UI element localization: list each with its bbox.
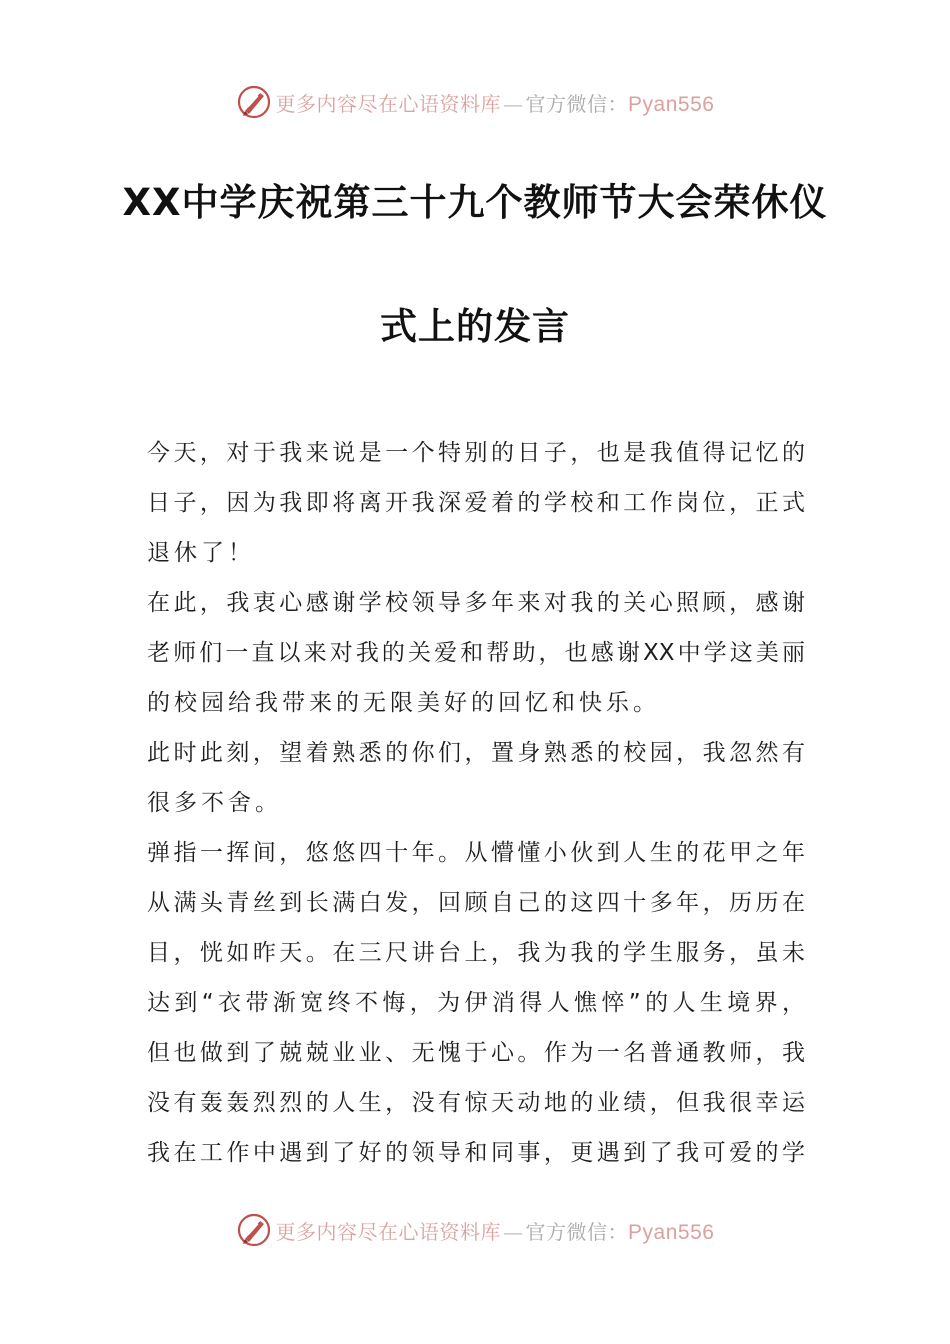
watermark-wechat-id: Pyan556 xyxy=(628,92,715,116)
watermark-dash: — xyxy=(503,1219,524,1244)
watermark-official-label: 官方微信： xyxy=(525,1219,629,1244)
watermark-source-text: 更多内容尽在心语资料库 xyxy=(275,1219,502,1244)
paragraph-2-line-3: 的校园给我带来的无限美好的回忆和快乐。 xyxy=(147,690,660,716)
paragraph-4-line-7: 我在工作中遇到了好的领导和同事，更遇到了我可爱的学 xyxy=(147,1140,805,1166)
footer-watermark xyxy=(0,1210,950,1250)
paragraph-1-line-3: 退休了！ xyxy=(147,540,255,566)
paragraph-2-line-2: 老师们一直以来对我的关爱和帮助，也感谢XX中学这美丽 xyxy=(147,640,805,666)
watermark-official-label: 官方微信： xyxy=(525,91,629,116)
watermark-source-text: 更多内容尽在心语资料库 xyxy=(275,91,502,116)
document-title-line-2: 式上的发言 xyxy=(380,305,570,348)
paragraph-3-line-1: 此时此刻，望着熟悉的你们，置身熟悉的校园，我忽然有 xyxy=(147,740,805,766)
document-body xyxy=(147,428,805,1178)
pen-logo-icon xyxy=(236,84,272,120)
paragraph-2-line-1: 在此，我衷心感谢学校领导多年来对我的关心照顾，感谢 xyxy=(147,590,805,616)
watermark-text xyxy=(276,88,715,117)
pen-logo-icon xyxy=(236,1212,272,1248)
paragraph-1-line-1: 今天，对于我来说是一个特别的日子，也是我值得记忆的 xyxy=(147,440,805,466)
watermark-dash: — xyxy=(503,91,524,116)
paragraph-4-line-3: 目，恍如昨天。在三尺讲台上，我为我的学生服务，虽未 xyxy=(147,940,805,966)
paragraph-1-line-2: 日子，因为我即将离开我深爱着的学校和工作岗位，正式 xyxy=(147,490,805,516)
paragraph-4-line-4: 达到“衣带渐宽终不悔，为伊消得人憔悴”的人生境界， xyxy=(147,990,805,1016)
paragraph-4-line-6: 没有轰轰烈烈的人生，没有惊天动地的业绩，但我很幸运 xyxy=(147,1090,805,1116)
paragraph-4-line-2: 从满头青丝到长满白发，回顾自己的这四十多年，历历在 xyxy=(147,890,805,916)
paragraph-3-line-2: 很多不舍。 xyxy=(147,790,282,816)
watermark-wechat-id: Pyan556 xyxy=(628,1220,715,1244)
document-title-line-1: XX中学庆祝第三十九个教师节大会荣休仪 xyxy=(122,181,828,224)
watermark-text xyxy=(276,1216,715,1245)
header-watermark xyxy=(0,82,950,122)
paragraph-4-line-5: 但也做到了兢兢业业、无愧于心。作为一名普通教师，我 xyxy=(147,1040,805,1066)
paragraph-4-line-1: 弹指一挥间，悠悠四十年。从懵懂小伙到人生的花甲之年 xyxy=(147,840,805,866)
